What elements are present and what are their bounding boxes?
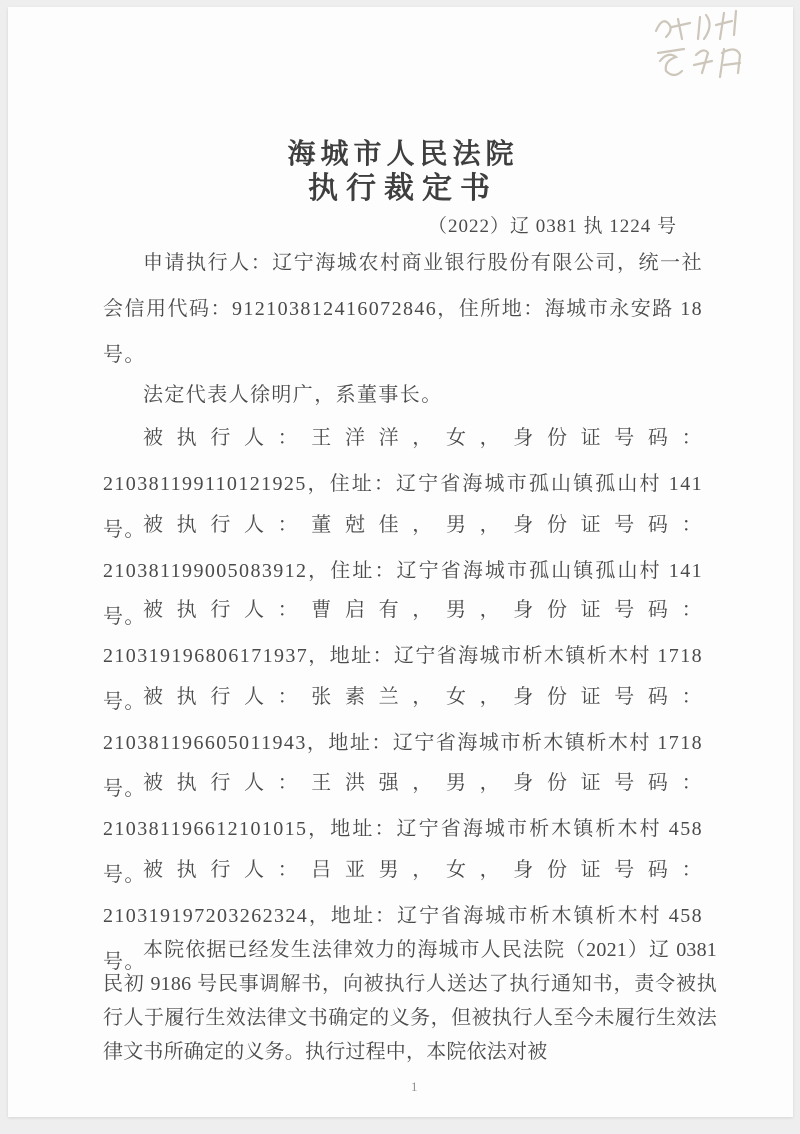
paragraph-legal-representative: 法定代表人徐明广，系董事长。	[143, 384, 443, 406]
paragraph-respondent-5: 被执行人：王洪强，男，身份证号码：210381196612101015，地址：辽宁省海城市析木镇析木村 458 号。	[103, 772, 703, 886]
paragraph-respondent-6: 被执行人：吕亚男，女，身份证号码：210319197203262324，地址：辽宁省海城市析木镇析木村 458 号。	[103, 859, 703, 973]
paragraph-respondent-1: 被执行人：王洋洋，女，身份证号码：210381199110121925，住址：辽宁省海城市孤山镇孤山村 141 号。	[103, 427, 703, 541]
page-number: 1	[411, 1079, 418, 1094]
handwritten-note	[648, 9, 773, 87]
document-page	[8, 7, 793, 1117]
paragraph-applicant: 申请执行人：辽宁海城农村商业银行股份有限公司，统一社会信用代码：912103812416072846，住所地：海城市永安路 18 号。	[103, 252, 703, 366]
paragraph-respondent-4: 被执行人：张素兰，女，身份证号码：210381196605011943，地址：辽宁省海城市析木镇析木村 1718 号。	[103, 686, 703, 800]
paragraph-respondent-3: 被执行人：曹启有，男，身份证号码：210319196806171937，地址：辽宁省海城市析木镇析木村 1718 号。	[103, 599, 703, 713]
court-name: 海城市人民法院	[287, 139, 519, 170]
document-title: 执行裁定书	[308, 172, 498, 205]
paragraph-respondent-2: 被执行人：董尅佳，男，身份证号码：210381199005083912，住址：辽宁省海城市孤山镇孤山村 141 号。	[103, 514, 703, 628]
paragraph-ruling-basis: 本院依据已经发生法律效力的海城市人民法院（2021）辽 0381 民初 9186 号民事调解书，向被执行人送达了执行通知书，责令被执行人于履行生效法律文书确定的义务，但被执行人至今未履行生效法律文书所确定的义务。执行过程中，本院依法对被	[103, 939, 717, 1063]
case-number: （2022）辽 0381 执 1224 号	[427, 216, 677, 237]
